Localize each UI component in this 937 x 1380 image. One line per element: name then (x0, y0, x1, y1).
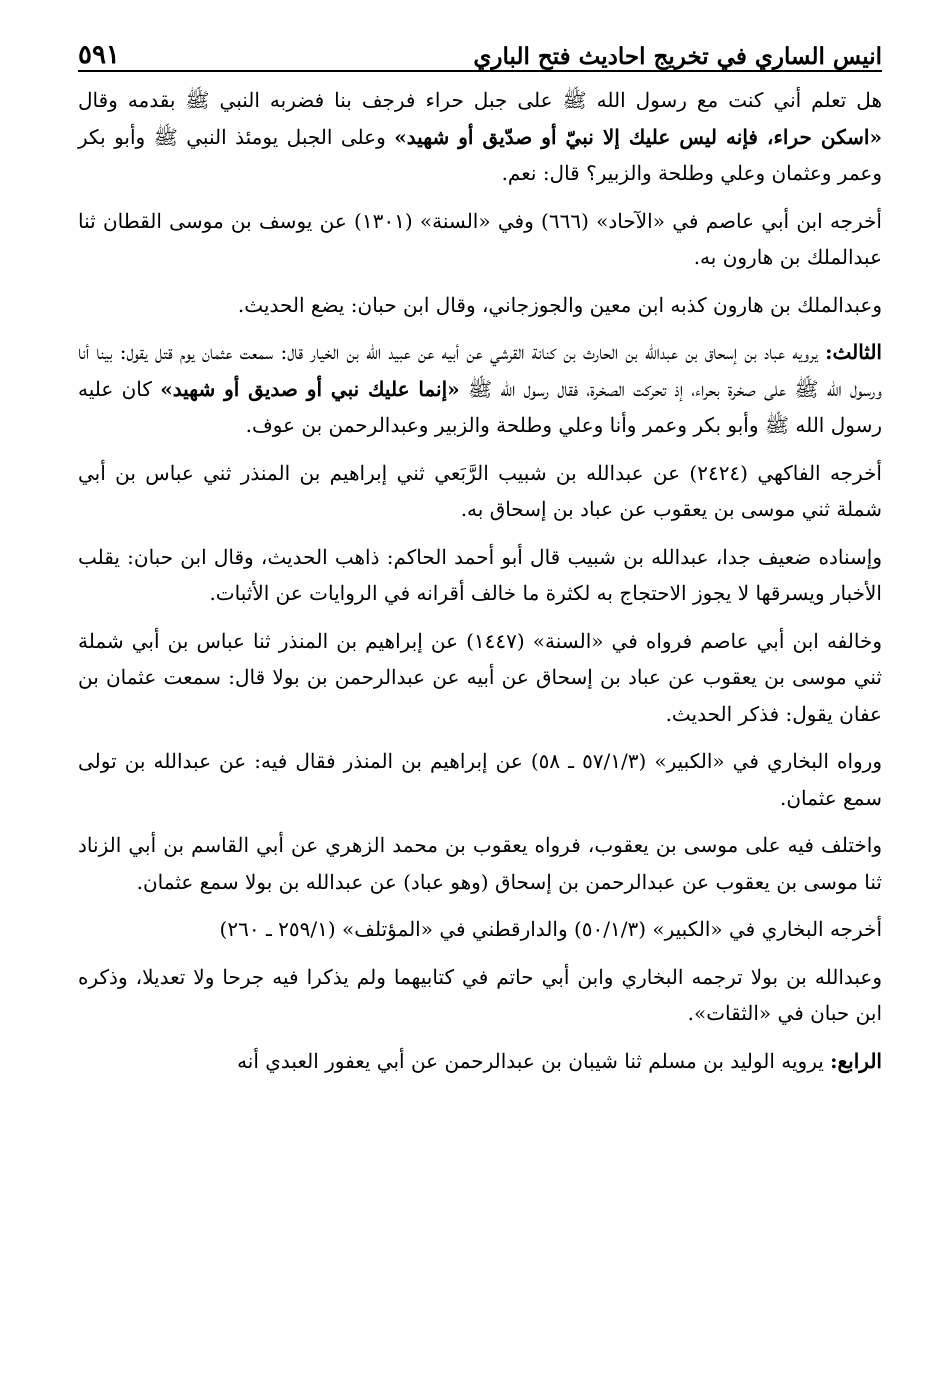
section-lead: الرابع: (830, 1048, 882, 1073)
paragraph-text: يرويه عباد بن إسحاق بن عبدالله بن الحارث بن كنانة القرشي عن أبيه عن عبيد الله بن الخيار قال: سمعت عثمان يوم قتل يقول: بينا أنا ورسول الله ﷺ على صخرة بحراء، إذ تحركت الصخرة، فقال رسول الله ﷺ (78, 340, 882, 401)
paragraph-text: وعلى الجبل يومئذ النبي ﷺ وأبو بكر وعمر وعثمان وعلي وطلحة والزبير؟ قال: نعم. (78, 124, 882, 185)
section-lead: الثالث: (825, 340, 882, 364)
paragraph-3: وعبدالملك بن هارون كذبه ابن معين والجوزجاني، وقال ابن حبان: يضع الحديث. (237, 292, 882, 317)
paragraph-text: كان عليه رسول الله ﷺ وأبو بكر وعمر وأنا وعلي وطلحة والزبير وعبدالرحمن بن عوف. (78, 376, 882, 437)
hadith-quote: «إنما عليك نبي أو صديق أو شهيد» (160, 376, 460, 401)
page-number: ٥٩١ (78, 40, 120, 70)
paragraph-2: أخرجه ابن أبي عاصم في «الآحاد» (٦٦٦) وفي «السنة» (١٣٠١) عن يوسف بن موسى القطان ثنا عبدالملك بن هارون به. (78, 208, 882, 269)
paragraph-7: وخالفه ابن أبي عاصم فرواه في «السنة» (١٤٤٧) عن إبراهيم بن المنذر ثنا عباس بن أبي شملة ثني موسى بن يعقوب عن عباد بن إسحاق عن أبيه عن عبدالرحمن بن بولا قال: سمعت عثمان بن عفان يقول: فذكر الحديث. (78, 628, 882, 726)
paragraph-text: يرويه الوليد بن مسلم ثنا شيبان بن عبدالرحمن عن أبي يعفور العبدي أنه (237, 1048, 831, 1073)
running-title: انيس الساري في تخريج احاديث فتح الباري (473, 43, 882, 70)
paragraph-8: ورواه البخاري في «الكبير» (٥٧/١/٣ ـ ٥٨) عن إبراهيم بن المنذر فقال فيه: عن عبدالله بن تولى سمع عثمان. (78, 749, 883, 810)
paragraph-6: وإسناده ضعيف جدا، عبدالله بن شبيب قال أبو أحمد الحاكم: ذاهب الحديث، وقال ابن حبان: يقلب الأخبار ويسرقها لا يجوز الاحتجاج به لكثرة ما خالف أقرانه في الروايات عن الأثبات. (78, 544, 882, 605)
paragraph-1 (78, 82, 882, 192)
paragraph-10: أخرجه البخاري في «الكبير» (٥٠/١/٣) والدارقطني في «المؤتلف» (٢٥٩/١ ـ ٢٦٠) (219, 917, 882, 941)
paragraph-9: واختلف فيه على موسى بن يعقوب، فرواه يعقوب بن محمد الزهري عن أبي القاسم بن أبي الزناد ثنا موسى بن يعقوب عن عبدالرحمن بن إسحاق (وهو عباد) عن عبدالله بن بولا سمع عثمان. (78, 833, 882, 894)
page-header (78, 30, 882, 72)
page-body (78, 82, 882, 1079)
paragraph-4 (78, 334, 882, 444)
hadith-quote: «اسكن حراء، فإنه ليس عليك إلا نبيّ أو صدّيق أو شهيد» (394, 124, 882, 149)
paragraph-12 (78, 1043, 882, 1080)
paragraph-11: وعبدالله بن بولا ترجمه البخاري وابن أبي حاتم في كتابيهما ولم يذكرا فيه جرحا ولا تعديلا، وذكره ابن حبان في «الثقات». (78, 964, 882, 1025)
paragraph-text: هل تعلم أني كنت مع رسول الله ﷺ على جبل حراء فرجف بنا فضربه النبي ﷺ بقدمه وقال (78, 88, 883, 112)
paragraph-5: أخرجه الفاكهي (٢٤٢٤) عن عبدالله بن شبيب الرَّبَعي ثني إبراهيم بن المنذر ثني عباس بن أبي شملة ثني موسى بن يعقوب عن عباد بن إسحاق به. (78, 460, 882, 521)
